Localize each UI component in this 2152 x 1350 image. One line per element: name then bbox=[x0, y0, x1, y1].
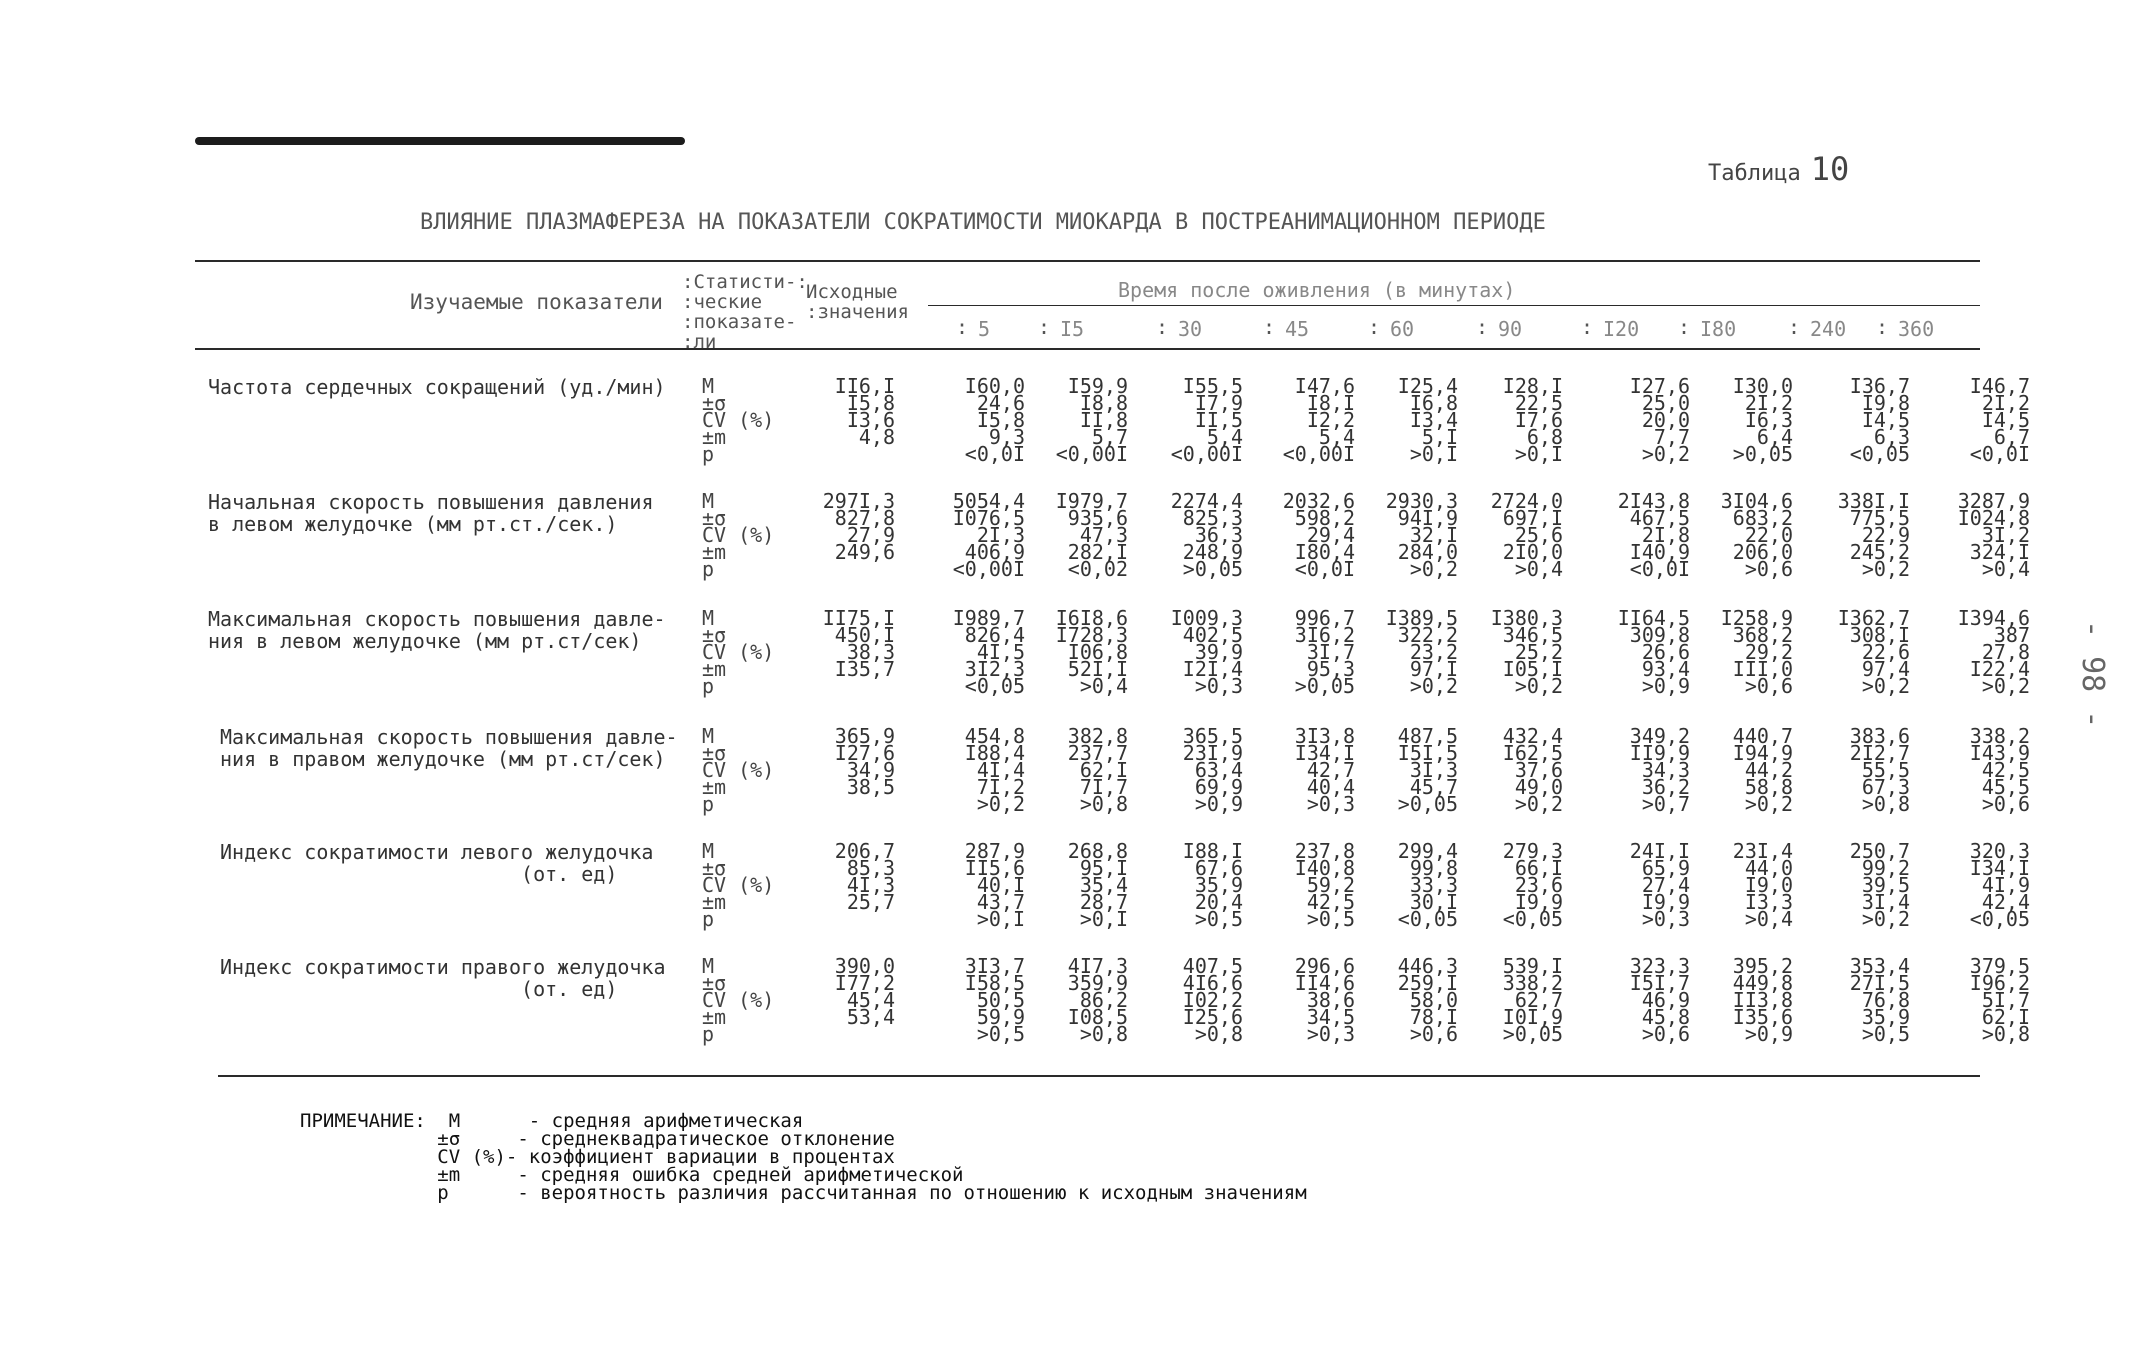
row-values-time-8: I36,7 I9,8 I4,5 6,3 <0,05 bbox=[1849, 374, 1910, 466]
time-header-8: 240 bbox=[1810, 317, 1847, 341]
row-values-time-5: 539,I 338,2 62,7 I0I,9 >0,05 bbox=[1502, 954, 1563, 1046]
row-values-time-9: 338,2 I43,9 42,5 45,5 >0,6 bbox=[1969, 724, 2030, 816]
time-header-9: 360 bbox=[1898, 317, 1935, 341]
row-values-time-4: 299,4 99,8 33,3 30,I <0,05 bbox=[1397, 839, 1458, 931]
row-values-time-1: I6I8,6 I728,3 I06,8 52I,I >0,4 bbox=[1055, 606, 1128, 698]
row-stat-labels: M ±σ CV (%) ±m p bbox=[702, 489, 775, 581]
time-header-3: 45 bbox=[1285, 317, 1310, 341]
row-stat-labels: M ±σ CV (%) ±m p bbox=[702, 606, 775, 698]
row-values-time-9: I394,6 387 27,8 I22,4 >0,2 bbox=[1957, 606, 2030, 698]
row-values-time-7: I30,0 2I,2 I6,3 6,4 >0,05 bbox=[1732, 374, 1793, 466]
time-header-0: 5 bbox=[978, 317, 991, 341]
header-initial-values bbox=[806, 282, 909, 322]
row-stat-labels: M ±σ CV (%) ±m p bbox=[702, 374, 775, 466]
row-values-time-2: 2274,4 825,3 36,3 248,9 >0,05 bbox=[1170, 489, 1243, 581]
row-values-time-9: 379,5 I96,2 5I,7 62,I >0,8 bbox=[1969, 954, 2030, 1046]
row-values-time-3: 296,6 II4,6 38,6 34,5 >0,3 bbox=[1294, 954, 1355, 1046]
row-stat-labels: M ±σ CV (%) ±m p bbox=[702, 839, 775, 931]
header-initial-line: :значения bbox=[806, 301, 909, 323]
row-values-time-1: I59,9 I8,8 II,8 5,7 <0,00I bbox=[1055, 374, 1128, 466]
column-separator: : bbox=[1581, 315, 1594, 339]
row-label: Индекс сократимости левого желудочка (от. ед) bbox=[220, 840, 654, 886]
page-number-side: - 98 - bbox=[2075, 620, 2110, 729]
time-header-7: I80 bbox=[1700, 317, 1737, 341]
row-values-time-5: I380,3 346,5 25,2 I05,I >0,2 bbox=[1490, 606, 1563, 698]
row-label: Частота сердечных сокращений (уд./мин) bbox=[208, 375, 666, 399]
row-initial-values: II75,I 450,I 38,3 I35,7 bbox=[822, 606, 895, 681]
row-values-time-8: 353,4 27I,5 76,8 35,9 >0,5 bbox=[1849, 954, 1910, 1046]
row-values-time-0: I60,0 24,6 I5,8 9,3 <0,0I bbox=[964, 374, 1025, 466]
row-values-time-4: 487,5 I5I,5 3I,3 45,7 >0,05 bbox=[1397, 724, 1458, 816]
row-values-time-0: 287,9 II5,6 40,I 43,7 >0,I bbox=[964, 839, 1025, 931]
row-values-time-4: 2930,3 94I,9 32,I 284,0 >0,2 bbox=[1385, 489, 1458, 581]
row-values-time-2: 365,5 23I,9 63,4 69,9 >0,9 bbox=[1182, 724, 1243, 816]
row-values-time-8: I362,7 308,I 22,6 97,4 >0,2 bbox=[1837, 606, 1910, 698]
row-values-time-3: 2032,6 598,2 29,4 I80,4 <0,0I bbox=[1282, 489, 1355, 581]
time-header-1: I5 bbox=[1060, 317, 1085, 341]
row-values-time-1: I979,7 935,6 47,3 282,I <0,02 bbox=[1055, 489, 1128, 581]
row-values-time-3: 996,7 3I6,2 3I,7 95,3 >0,05 bbox=[1294, 606, 1355, 698]
row-values-time-6: I27,6 25,0 20,0 7,7 >0,2 bbox=[1629, 374, 1690, 466]
row-values-time-8: 383,6 2I2,7 55,5 67,3 >0,8 bbox=[1849, 724, 1910, 816]
table-label bbox=[1708, 150, 1849, 188]
time-header-6: I20 bbox=[1603, 317, 1640, 341]
row-values-time-2: I009,3 402,5 39,9 I2I,4 >0,3 bbox=[1170, 606, 1243, 698]
table-notes: ПРИМЕЧАНИЕ: M - средняя арифметическая ±σ - среднеквадратическое отклонение CV (%)- коэффициент вариации в процентах ±m - средняя ошибка средней арифметической p - вероятность различия рассчитанная по отношению к исходным значениям bbox=[300, 1110, 1307, 1204]
row-values-time-2: I88,I 67,6 35,9 20,4 >0,5 bbox=[1182, 839, 1243, 931]
row-initial-values: 297I,3 827,8 27,9 249,6 bbox=[822, 489, 895, 564]
row-values-time-7: 440,7 I94,9 44,2 58,8 >0,2 bbox=[1732, 724, 1793, 816]
header-statistics bbox=[682, 272, 808, 352]
row-values-time-6: 323,3 I5I,7 46,9 45,8 >0,6 bbox=[1629, 954, 1690, 1046]
row-values-time-5: 279,3 66,I 23,6 I9,9 <0,05 bbox=[1502, 839, 1563, 931]
table-label-text: Таблица bbox=[1708, 161, 1801, 186]
table-title: ВЛИЯНИЕ ПЛАЗМАФЕРЕЗА НА ПОКАЗАТЕЛИ СОКРАТИМОСТИ МИОКАРДА В ПОСТРЕАНИМАЦИОННОМ ПЕРИОДЕ bbox=[420, 210, 1546, 235]
column-separator: : bbox=[1156, 315, 1169, 339]
row-values-time-1: 382,8 237,7 62,I 7I,7 >0,8 bbox=[1067, 724, 1128, 816]
row-initial-values: 206,7 85,3 4I,3 25,7 bbox=[834, 839, 895, 914]
row-values-time-3: 3I3,8 I34,I 42,7 40,4 >0,3 bbox=[1294, 724, 1355, 816]
time-header-2: 30 bbox=[1178, 317, 1203, 341]
row-values-time-0: 454,8 I88,4 4I,4 7I,2 >0,2 bbox=[964, 724, 1025, 816]
row-values-time-8: 338I,I 775,5 22,9 245,2 >0,2 bbox=[1837, 489, 1910, 581]
header-time-group: Время после оживления (в минутах) bbox=[1118, 278, 1516, 302]
row-values-time-8: 250,7 99,2 39,5 3I,4 >0,2 bbox=[1849, 839, 1910, 931]
row-values-time-9: 3287,9 I024,8 3I,2 324,I >0,4 bbox=[1957, 489, 2030, 581]
row-stat-labels: M ±σ CV (%) ±m p bbox=[702, 954, 775, 1046]
row-values-time-4: I389,5 322,2 23,2 97,I >0,2 bbox=[1385, 606, 1458, 698]
row-label: Начальная скорость повышения давления в левом желудочке (мм рт.ст./сек.) bbox=[208, 490, 654, 536]
header-initial-line: Исходные bbox=[806, 281, 898, 303]
row-values-time-9: 320,3 I34,I 4I,9 42,4 <0,05 bbox=[1969, 839, 2030, 931]
row-stat-labels: M ±σ CV (%) ±m p bbox=[702, 724, 775, 816]
column-separator: : bbox=[1038, 315, 1051, 339]
row-values-time-1: 268,8 95,I 35,4 28,7 >0,I bbox=[1067, 839, 1128, 931]
column-separator: : bbox=[1788, 315, 1801, 339]
table-bottom-rule bbox=[218, 1075, 1980, 1077]
row-values-time-6: 349,2 II9,9 34,3 36,2 >0,7 bbox=[1629, 724, 1690, 816]
column-separator: : bbox=[956, 315, 969, 339]
row-values-time-4: 446,3 259,I 58,0 78,I >0,6 bbox=[1397, 954, 1458, 1046]
row-values-time-0: 3I3,7 I58,5 50,5 59,9 >0,5 bbox=[964, 954, 1025, 1046]
row-label: Максимальная скорость повышения давле- ния в левом желудочке (мм рт.ст/сек) bbox=[208, 607, 666, 653]
header-stat-line: :ли bbox=[682, 331, 717, 353]
row-values-time-4: I25,4 I6,8 I3,4 5,I >0,I bbox=[1397, 374, 1458, 466]
time-header-5: 90 bbox=[1498, 317, 1523, 341]
row-values-time-0: 5054,4 I076,5 2I,3 406,9 <0,00I bbox=[952, 489, 1025, 581]
table-number: 10 bbox=[1810, 150, 1850, 188]
top-rule bbox=[195, 137, 685, 145]
row-initial-values: II6,I I5,8 I3,6 4,8 bbox=[834, 374, 895, 449]
row-values-time-0: I989,7 826,4 4I,5 3I2,3 <0,05 bbox=[952, 606, 1025, 698]
row-values-time-2: I55,5 I7,9 II,5 5,4 <0,00I bbox=[1170, 374, 1243, 466]
row-values-time-6: 2I43,8 467,5 2I,8 I40,9 <0,0I bbox=[1617, 489, 1690, 581]
row-values-time-3: 237,8 I40,8 59,2 42,5 >0,5 bbox=[1294, 839, 1355, 931]
row-values-time-5: 2724,0 697,I 25,6 2I0,0 >0,4 bbox=[1490, 489, 1563, 581]
row-values-time-1: 4I7,3 359,9 86,2 I08,5 >0,8 bbox=[1067, 954, 1128, 1046]
row-values-time-7: 23I,4 44,0 I9,0 I3,3 >0,4 bbox=[1732, 839, 1793, 931]
row-values-time-2: 407,5 4I6,6 I02,2 I25,6 >0,8 bbox=[1182, 954, 1243, 1046]
column-separator: : bbox=[1476, 315, 1489, 339]
row-label: Индекс сократимости правого желудочка (от. ед) bbox=[220, 955, 666, 1001]
column-separator: : bbox=[1368, 315, 1381, 339]
row-initial-values: 390,0 I77,2 45,4 53,4 bbox=[834, 954, 895, 1029]
row-values-time-9: I46,7 2I,2 I4,5 6,7 <0,0I bbox=[1969, 374, 2030, 466]
column-separator: : bbox=[1876, 315, 1889, 339]
column-separator: : bbox=[1263, 315, 1276, 339]
row-values-time-7: 395,2 449,8 II3,8 I35,6 >0,9 bbox=[1732, 954, 1793, 1046]
header-stat-line: :Статисти-: bbox=[682, 271, 808, 293]
time-header-4: 60 bbox=[1390, 317, 1415, 341]
time-group-rule bbox=[928, 305, 1980, 306]
header-stat-line: :ческие bbox=[682, 291, 763, 313]
column-separator: : bbox=[1678, 315, 1691, 339]
header-indicators: Изучаемые показатели bbox=[410, 290, 663, 314]
row-values-time-7: 3I04,6 683,2 22,0 206,0 >0,6 bbox=[1720, 489, 1793, 581]
header-bottom-rule bbox=[195, 348, 1980, 350]
header-stat-line: :показате- bbox=[682, 311, 797, 333]
row-values-time-5: 432,4 I62,5 37,6 49,0 >0,2 bbox=[1502, 724, 1563, 816]
row-initial-values: 365,9 I27,6 34,9 38,5 bbox=[834, 724, 895, 799]
row-label: Максимальная скорость повышения давле- ния в правом желудочке (мм рт.ст/сек) bbox=[220, 725, 678, 771]
row-values-time-6: II64,5 309,8 26,6 93,4 >0,9 bbox=[1617, 606, 1690, 698]
row-values-time-5: I28,I 22,5 I7,6 6,8 >0,I bbox=[1502, 374, 1563, 466]
row-values-time-6: 24I,I 65,9 27,4 I9,9 >0,3 bbox=[1629, 839, 1690, 931]
table-top-rule bbox=[195, 260, 1980, 262]
row-values-time-3: I47,6 I8,I I2,2 5,4 <0,00I bbox=[1282, 374, 1355, 466]
row-values-time-7: I258,9 368,2 29,2 III,0 >0,6 bbox=[1720, 606, 1793, 698]
